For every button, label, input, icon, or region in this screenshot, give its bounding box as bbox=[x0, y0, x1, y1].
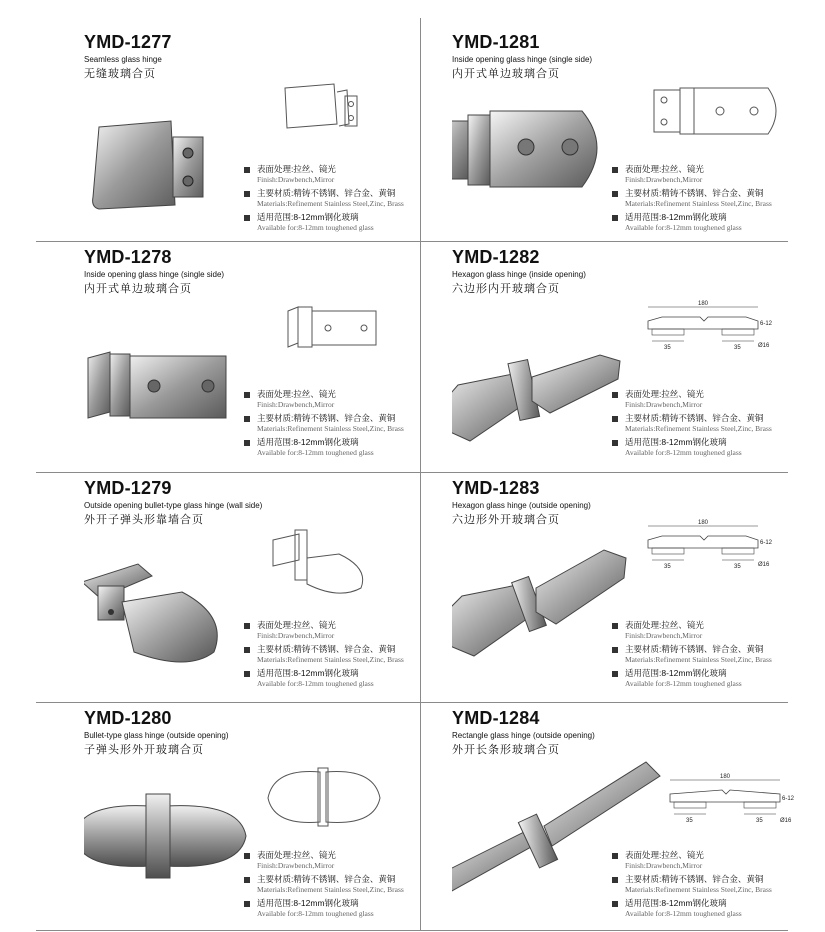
finish-cn: 表面处理:拉丝、镜光 bbox=[257, 389, 336, 399]
bullet-icon bbox=[612, 392, 618, 398]
bullet-icon bbox=[244, 167, 250, 173]
material-cn: 主要材质:精铸不锈钢、锌合金、黄铜 bbox=[625, 188, 764, 198]
model-number: YMD-1277 bbox=[84, 32, 172, 52]
gap-dimension-left: 35 bbox=[664, 345, 671, 351]
material-cn: 主要材质:精铸不锈钢、锌合金、黄铜 bbox=[257, 413, 396, 423]
product-card bbox=[452, 704, 822, 932]
range-cn: 适用范围:8-12mm钢化玻璃 bbox=[257, 898, 359, 908]
material-cn: 主要材质:精铸不锈钢、锌合金、黄铜 bbox=[257, 188, 396, 198]
finish-cn: 表面处理:拉丝、镜光 bbox=[257, 620, 336, 630]
finish-en: Finish:Drawbench,Mirror bbox=[625, 631, 703, 640]
material-en: Materials:Refinement Stainless Steel,Zinc, Brass bbox=[257, 199, 404, 208]
material-en: Materials:Refinement Stainless Steel,Zinc, Brass bbox=[257, 885, 404, 894]
finish-en: Finish:Drawbench,Mirror bbox=[625, 400, 703, 409]
product-name-cn: 六边形外开玻璃合页 bbox=[452, 514, 560, 526]
product-card bbox=[84, 243, 494, 471]
material-en: Materials:Refinement Stainless Steel,Zinc, Brass bbox=[257, 424, 404, 433]
product-name-cn: 外开长条形玻璃合页 bbox=[452, 744, 560, 756]
finish-en: Finish:Drawbench,Mirror bbox=[257, 631, 335, 640]
product-card bbox=[452, 12, 822, 240]
product-card bbox=[84, 704, 494, 932]
material-en: Materials:Refinement Stainless Steel,Zinc, Brass bbox=[625, 199, 772, 208]
spec-list bbox=[612, 389, 822, 461]
bullet-icon bbox=[612, 901, 618, 907]
dimension-drawing bbox=[642, 516, 782, 580]
product-name-en: Outside opening bullet-type glass hinge (wall side) bbox=[84, 501, 263, 510]
diameter-dimension: Ø16 bbox=[758, 562, 770, 568]
bullet-icon bbox=[612, 877, 618, 883]
model-number: YMD-1283 bbox=[452, 478, 540, 498]
product-card bbox=[84, 12, 494, 240]
finish-en: Finish:Drawbench,Mirror bbox=[257, 400, 335, 409]
bullet-icon bbox=[612, 647, 618, 653]
range-cn: 适用范围:8-12mm钢化玻璃 bbox=[257, 212, 359, 222]
finish-cn: 表面处理:拉丝、镜光 bbox=[625, 850, 704, 860]
material-en: Materials:Refinement Stainless Steel,Zinc, Brass bbox=[257, 655, 404, 664]
finish-en: Finish:Drawbench,Mirror bbox=[257, 175, 335, 184]
product-name-en: Rectangle glass hinge (outside opening) bbox=[452, 731, 595, 740]
diameter-dimension: Ø16 bbox=[780, 818, 792, 824]
bullet-icon bbox=[244, 853, 250, 859]
product-name-en: Seamless glass hinge bbox=[84, 55, 162, 64]
dimension-drawing bbox=[642, 299, 782, 359]
dimension-drawing bbox=[664, 770, 814, 832]
range-en: Available for:8-12mm toughened glass bbox=[257, 223, 374, 232]
bullet-icon bbox=[244, 647, 250, 653]
hinge-line-drawing bbox=[279, 82, 374, 142]
model-number: YMD-1281 bbox=[452, 32, 540, 52]
range-en: Available for:8-12mm toughened glass bbox=[625, 909, 742, 918]
material-cn: 主要材质:精铸不锈钢、锌合金、黄铜 bbox=[257, 644, 396, 654]
hinge-line-drawing bbox=[269, 524, 369, 604]
bullet-icon bbox=[612, 671, 618, 677]
model-number: YMD-1279 bbox=[84, 478, 172, 498]
divider-2 bbox=[36, 472, 788, 473]
divider-3 bbox=[36, 702, 788, 703]
product-card bbox=[452, 474, 822, 702]
product-name-cn: 外开子弹头形靠墙合页 bbox=[84, 514, 204, 526]
hinge-line-drawing bbox=[284, 303, 384, 353]
product-name-en: Inside opening glass hinge (single side) bbox=[452, 55, 593, 64]
model-number: YMD-1284 bbox=[452, 708, 540, 728]
material-en: Materials:Refinement Stainless Steel,Zinc, Brass bbox=[625, 885, 772, 894]
range-en: Available for:8-12mm toughened glass bbox=[625, 223, 742, 232]
diameter-dimension: Ø16 bbox=[758, 343, 770, 349]
seamless-hinge-photo bbox=[89, 117, 219, 212]
gap-dimension-right: 35 bbox=[734, 564, 741, 570]
width-dimension: 180 bbox=[698, 301, 709, 307]
product-card bbox=[452, 243, 822, 471]
width-dimension: 180 bbox=[698, 520, 709, 526]
product-name-en: Bullet-type glass hinge (outside opening) bbox=[84, 731, 229, 740]
inside-single-hinge-photo bbox=[452, 107, 615, 197]
finish-en: Finish:Drawbench,Mirror bbox=[625, 861, 703, 870]
finish-cn: 表面处理:拉丝、镜光 bbox=[257, 164, 336, 174]
spec-list bbox=[612, 164, 822, 236]
range-cn: 适用范围:8-12mm钢化玻璃 bbox=[625, 668, 727, 678]
hinge-line-drawing bbox=[650, 82, 790, 142]
bullet-icon bbox=[244, 392, 250, 398]
finish-cn: 表面处理:拉丝、镜光 bbox=[257, 850, 336, 860]
hexagon-hinge-photo bbox=[452, 351, 625, 446]
range-cn: 适用范围:8-12mm钢化玻璃 bbox=[257, 668, 359, 678]
bullet-icon bbox=[244, 877, 250, 883]
bullet-icon bbox=[612, 416, 618, 422]
bullet-icon bbox=[244, 215, 250, 221]
product-name-en: Inside opening glass hinge (single side) bbox=[84, 270, 225, 279]
spec-list bbox=[612, 620, 822, 692]
divider-1 bbox=[36, 241, 788, 242]
range-cn: 适用范围:8-12mm钢化玻璃 bbox=[257, 437, 359, 447]
range-en: Available for:8-12mm toughened glass bbox=[257, 909, 374, 918]
spec-list bbox=[612, 850, 822, 922]
model-number: YMD-1280 bbox=[84, 708, 172, 728]
bullet-icon bbox=[244, 671, 250, 677]
bullet-icon bbox=[244, 623, 250, 629]
finish-cn: 表面处理:拉丝、镜光 bbox=[625, 389, 704, 399]
bullet-hinge-photo bbox=[84, 792, 250, 882]
material-cn: 主要材质:精铸不锈钢、锌合金、黄铜 bbox=[625, 874, 764, 884]
finish-cn: 表面处理:拉丝、镜光 bbox=[625, 164, 704, 174]
gap-dimension-right: 35 bbox=[734, 345, 741, 351]
material-en: Materials:Refinement Stainless Steel,Zinc, Brass bbox=[625, 424, 772, 433]
thickness-dimension: 6-12 bbox=[760, 321, 773, 327]
bullet-icon bbox=[612, 215, 618, 221]
bullet-icon bbox=[612, 167, 618, 173]
thickness-dimension: 6-12 bbox=[782, 796, 795, 802]
gap-dimension-right: 35 bbox=[756, 818, 763, 824]
width-dimension: 180 bbox=[720, 774, 731, 780]
product-name-en: Hexagon glass hinge (outside opening) bbox=[452, 501, 591, 510]
thickness-dimension: 6-12 bbox=[760, 540, 773, 546]
finish-cn: 表面处理:拉丝、镜光 bbox=[625, 620, 704, 630]
hinge-line-drawing bbox=[264, 762, 384, 832]
material-cn: 主要材质:精铸不锈钢、锌合金、黄铜 bbox=[257, 874, 396, 884]
range-en: Available for:8-12mm toughened glass bbox=[257, 448, 374, 457]
product-name-cn: 内开式单边玻璃合页 bbox=[452, 68, 560, 80]
product-name-cn: 六边形内开玻璃合页 bbox=[452, 283, 560, 295]
range-cn: 适用范围:8-12mm钢化玻璃 bbox=[625, 898, 727, 908]
finish-en: Finish:Drawbench,Mirror bbox=[625, 175, 703, 184]
gap-dimension-left: 35 bbox=[664, 564, 671, 570]
range-en: Available for:8-12mm toughened glass bbox=[625, 679, 742, 688]
product-name-en: Hexagon glass hinge (inside opening) bbox=[452, 270, 586, 279]
product-name-cn: 子弹头形外开玻璃合页 bbox=[84, 744, 204, 756]
range-en: Available for:8-12mm toughened glass bbox=[625, 448, 742, 457]
model-number: YMD-1278 bbox=[84, 247, 172, 267]
bullet-icon bbox=[612, 191, 618, 197]
bullet-wall-hinge-photo bbox=[84, 562, 233, 672]
hexagon-hinge-photo bbox=[452, 544, 630, 664]
product-card bbox=[84, 474, 494, 702]
bullet-icon bbox=[612, 623, 618, 629]
range-cn: 适用范围:8-12mm钢化玻璃 bbox=[625, 437, 727, 447]
material-cn: 主要材质:精铸不锈钢、锌合金、黄铜 bbox=[625, 644, 764, 654]
bullet-icon bbox=[244, 901, 250, 907]
finish-en: Finish:Drawbench,Mirror bbox=[257, 861, 335, 870]
range-cn: 适用范围:8-12mm钢化玻璃 bbox=[625, 212, 727, 222]
model-number: YMD-1282 bbox=[452, 247, 540, 267]
product-name-cn: 内开式单边玻璃合页 bbox=[84, 283, 192, 295]
bullet-icon bbox=[612, 440, 618, 446]
bullet-icon bbox=[244, 440, 250, 446]
gap-dimension-left: 35 bbox=[686, 818, 693, 824]
range-en: Available for:8-12mm toughened glass bbox=[257, 679, 374, 688]
bullet-icon bbox=[612, 853, 618, 859]
material-cn: 主要材质:精铸不锈钢、锌合金、黄铜 bbox=[625, 413, 764, 423]
material-en: Materials:Refinement Stainless Steel,Zinc, Brass bbox=[625, 655, 772, 664]
inside-single-hinge-photo bbox=[84, 348, 234, 428]
product-name-cn: 无缝玻璃合页 bbox=[84, 68, 156, 80]
bullet-icon bbox=[244, 191, 250, 197]
bullet-icon bbox=[244, 416, 250, 422]
